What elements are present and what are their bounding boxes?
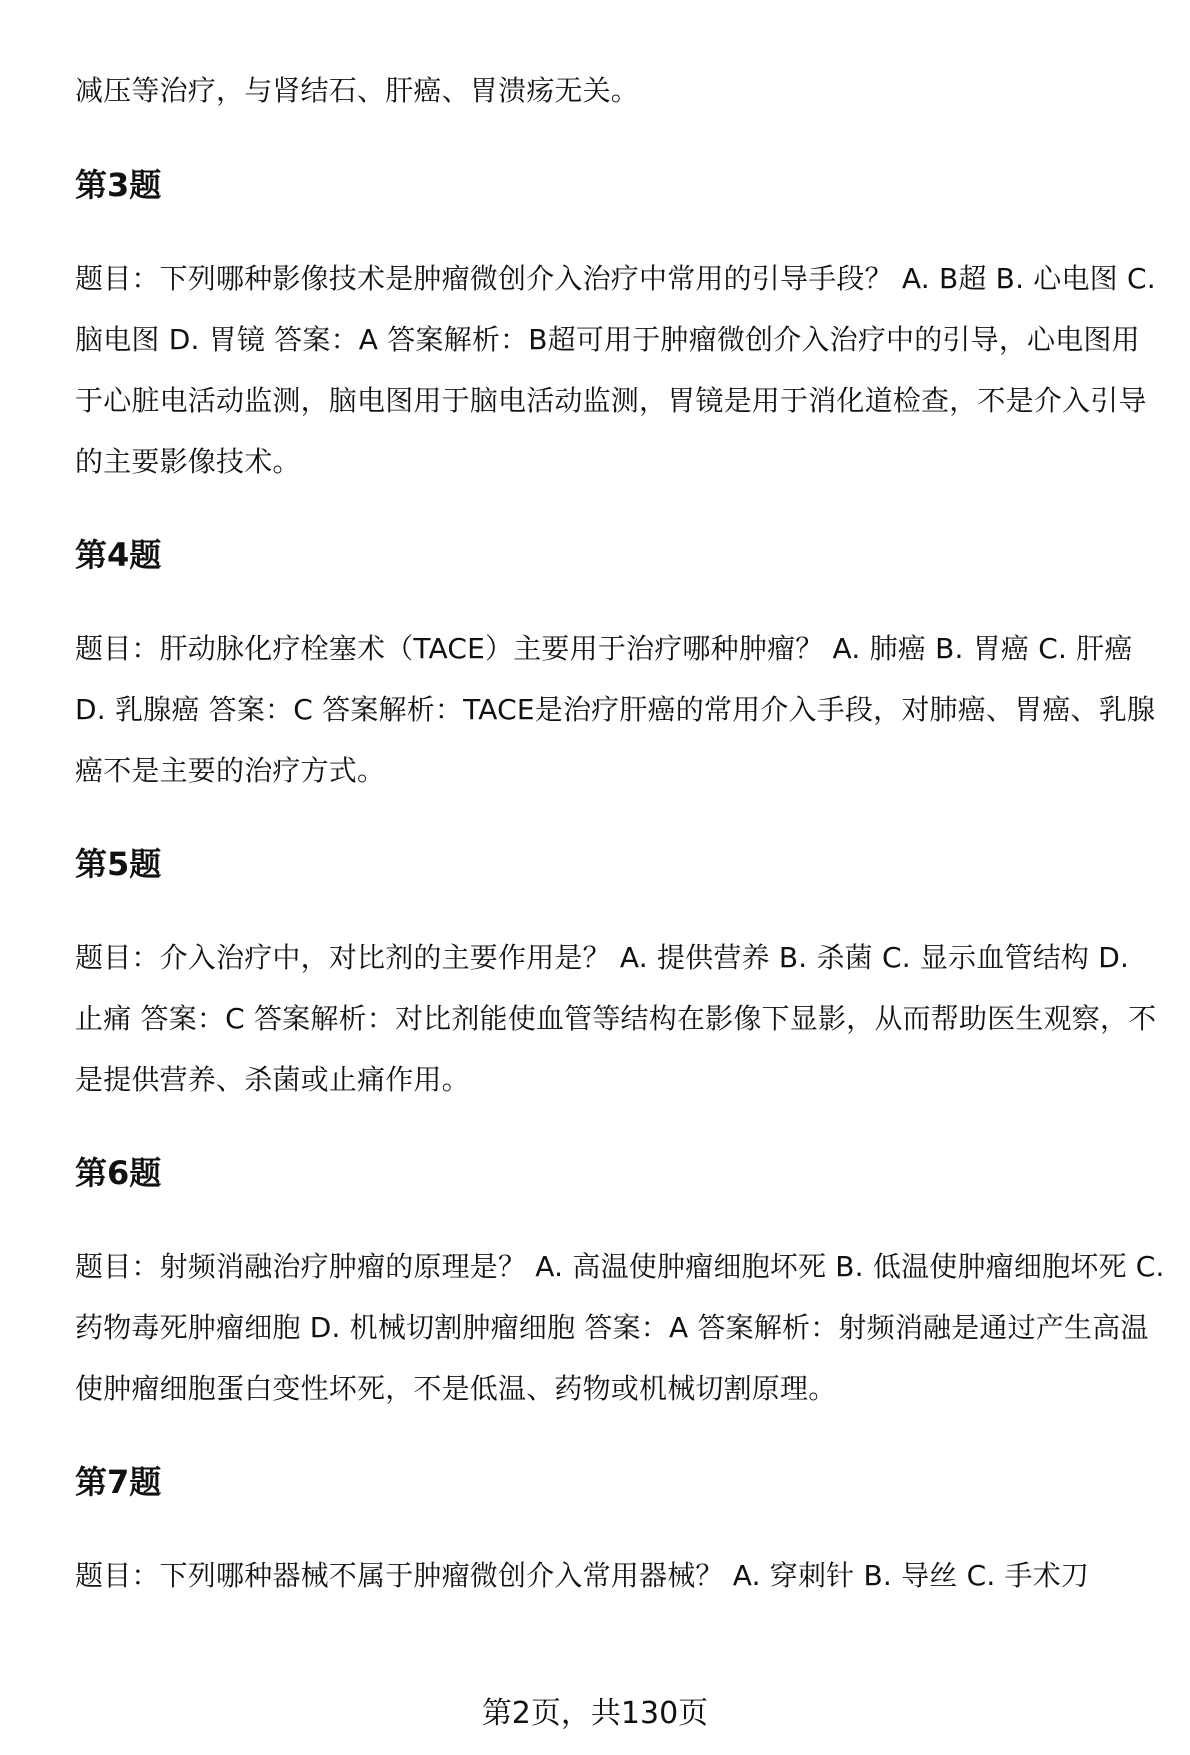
lead-paragraph: 减压等治疗，与肾结石、肝癌、胃溃疡无关。	[75, 74, 640, 107]
question-heading: 第7题	[75, 1463, 162, 1501]
question-heading: 第6题	[75, 1154, 162, 1192]
question-text: 题目：射频消融治疗肿瘤的原理是？ A. 高温使肿瘤细胞坏死 B. 低温使肿瘤细胞坏死 C. 药物毒死肿瘤细胞 D. 机械切割肿瘤细胞 答案：A 答案解析：射频消融是通过产生高温使肿瘤细胞蛋白变性坏死，不是低温、药物或机械切割原理。	[75, 1250, 1165, 1405]
question-text: 题目：肝动脉化疗栓塞术（TACE）主要用于治疗哪种肿瘤？ A. 肺癌 B. 胃癌 C. 肝癌 D. 乳腺癌 答案：C 答案解析：TACE是治疗肝癌的常用介入手段，对肺癌、胃癌、乳腺癌不是主要的治疗方式。	[75, 632, 1156, 787]
question-block	[75, 1462, 1165, 1606]
question-heading: 第5题	[75, 845, 162, 883]
question-block	[75, 844, 1165, 1110]
question-block	[75, 165, 1165, 492]
question-block	[75, 535, 1165, 801]
question-text: 题目：下列哪种影像技术是肿瘤微创介入治疗中常用的引导手段？ A. B超 B. 心电图 C. 脑电图 D. 胃镜 答案：A 答案解析：B超可用于肿瘤微创介入治疗中的引导，心电图用于心脏电活动监测，脑电图用于脑电活动监测，胃镜是用于消化道检查，不是介入引导的主要影像技术。	[75, 262, 1156, 478]
question-heading: 第3题	[75, 166, 162, 204]
question-text: 题目：介入治疗中，对比剂的主要作用是？ A. 提供营养 B. 杀菌 C. 显示血管结构 D. 止痛 答案：C 答案解析：对比剂能使血管等结构在影像下显影，从而帮助医生观察，不是提供营养、杀菌或止痛作用。	[75, 941, 1157, 1096]
question-heading: 第4题	[75, 536, 162, 574]
question-text: 题目：下列哪种器械不属于肿瘤微创介入常用器械？ A. 穿刺针 B. 导丝 C. 手术刀	[75, 1559, 1090, 1592]
question-block	[75, 1153, 1165, 1419]
page-content	[75, 60, 1165, 1649]
page-number-footer: 第2页，共130页	[481, 1696, 709, 1731]
